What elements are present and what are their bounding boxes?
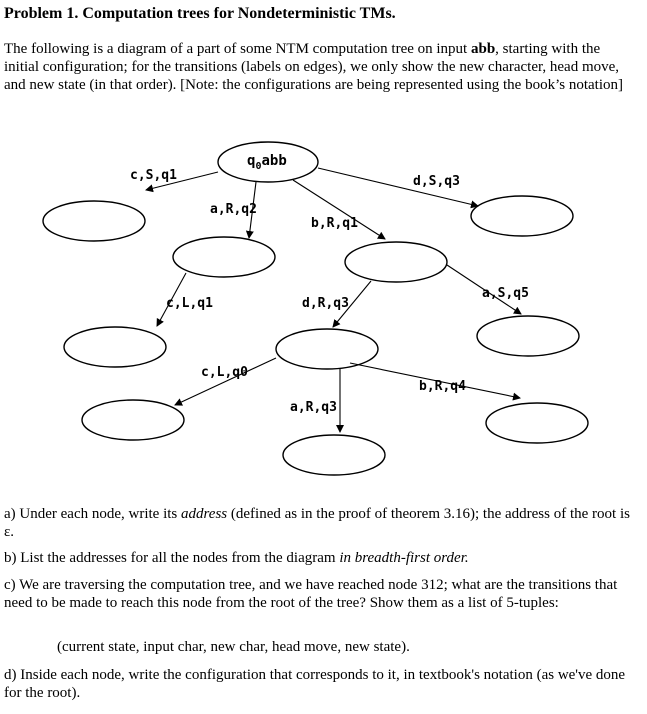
question-c-tuple: (current state, input char, new char, head move, new state). (57, 639, 410, 655)
question-a-text-1: a) Under each node, write its (4, 506, 182, 522)
edge-label-root-c: c,S,q1 (130, 168, 177, 183)
tree-node-4 (471, 196, 573, 236)
question-a-emphasis: address (181, 506, 228, 522)
edge-label-n2-c: c,L,q1 (166, 296, 213, 311)
tree-node-2 (173, 237, 275, 277)
root-state: q (247, 153, 256, 169)
intro-text-1: The following is a diagram of a part of some NTM computation tree on input (4, 41, 471, 57)
tree-node-313 (486, 403, 588, 443)
edge-label-root-b: b,R,q1 (311, 216, 358, 231)
tree-node-31 (276, 329, 378, 369)
edge-label-n3-d: d,R,q3 (302, 296, 349, 311)
intro-text-2: , starting with the initial configuration; for the transitions (labels on edges), we only show the new character, head move, and new state (in that order). [Note: the configurations are being represented using the book’s notation] (4, 41, 623, 93)
edge-label-n31-a: a,R,q3 (290, 400, 337, 415)
edge-label-root-d: d,S,q3 (413, 174, 460, 189)
tree-node-311 (82, 400, 184, 440)
problem-title: Problem 1. Computation trees for Nondeterministic TMs. (4, 5, 396, 22)
tree-node-32 (477, 316, 579, 356)
intro-input: abb (470, 41, 496, 57)
edge-label-root-a: a,R,q2 (210, 202, 257, 217)
tree-node-21 (64, 327, 166, 367)
tree-node-3 (345, 242, 447, 282)
edge-label-n31-b: b,R,q4 (419, 379, 466, 394)
tree-node-1 (43, 201, 145, 241)
question-a (4, 505, 639, 541)
root-state-subscript: 0 (255, 161, 262, 172)
question-b-emphasis: in breadth-first order. (339, 550, 469, 566)
question-b-text: b) List the addresses for all the nodes from the diagram (4, 550, 340, 566)
root-tape: abb (261, 153, 287, 169)
question-c: c) We are traversing the computation tree, and we have reached node 312; what are the transitions that need to be made to reach this node from the root of the tree? Show them as a list of 5-tuples: (4, 577, 618, 611)
question-d: d) Inside each node, write the configuration that corresponds to it, in textbook's notation (as we've done for the root). (4, 667, 626, 701)
question-b (4, 549, 639, 567)
tree-node-312 (283, 435, 385, 475)
edge-label-n31-c: c,L,q0 (201, 365, 248, 380)
question-a-text-2: (defined as in the proof of theorem 3.16); the address of the root is ε. (4, 506, 630, 540)
edge-label-n3-a: a,S,q5 (482, 286, 529, 301)
